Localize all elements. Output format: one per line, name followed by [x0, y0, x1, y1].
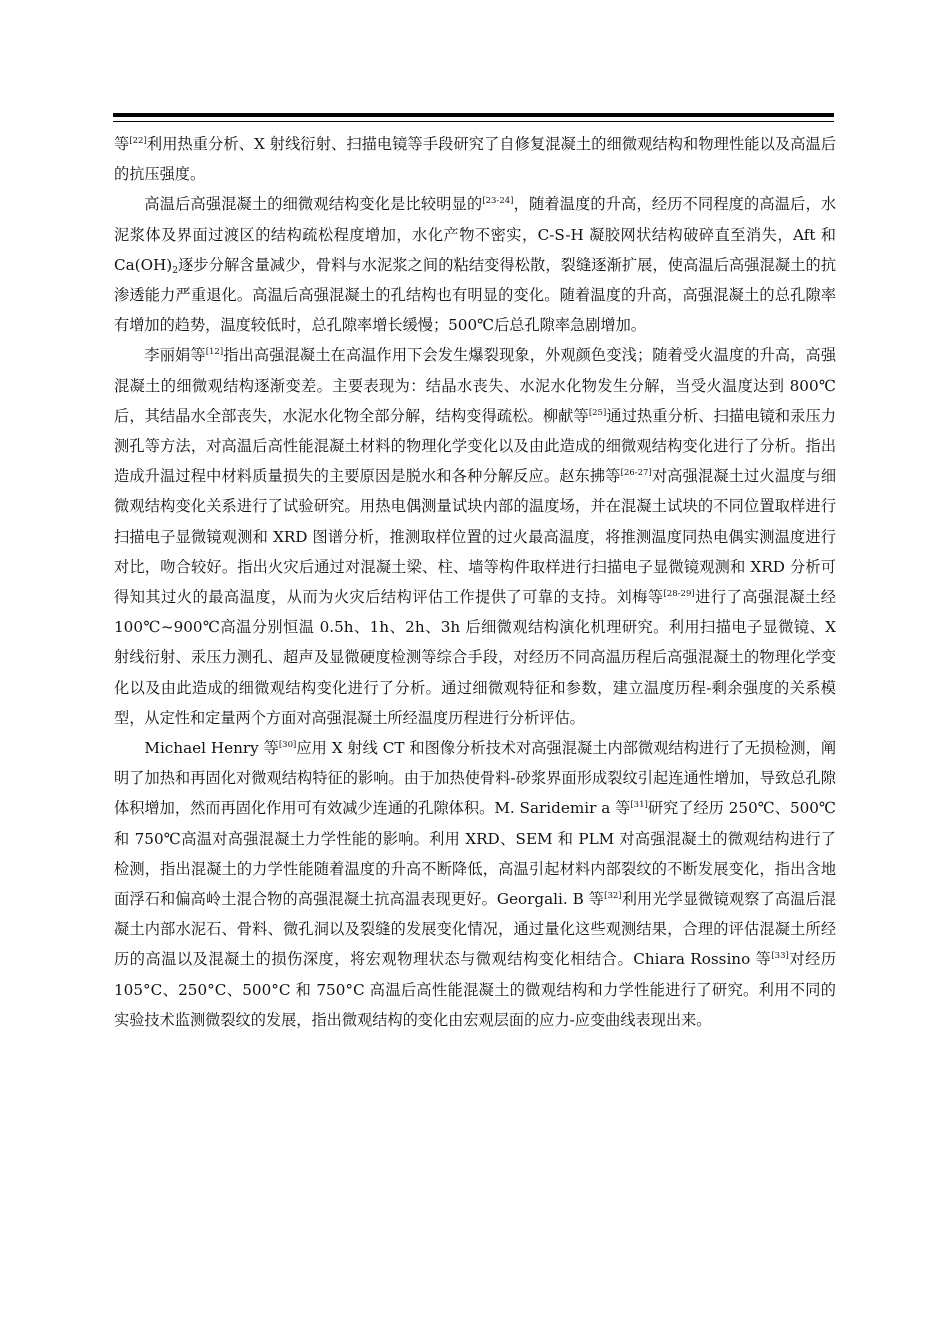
paragraph — [114, 340, 836, 733]
paragraph — [114, 189, 836, 340]
text-run: 通过热重分析、扫描电镜和汞压力测孔等方法，对高温后高性能混凝土材料的物理化学变化以及由此造成的细微观结构变化进行了分析。指出造成升温过程中材料质量损失的主要原因是脱水和各种分解反应。赵东拂等 — [114, 406, 837, 486]
text-run: 利用热重分析、X 射线衍射、扫描电镜等手段研究了自修复混凝土的细微观结构和物理性能以及高温后的抗压强度。 — [114, 135, 837, 184]
citation-ref: [23-24] — [482, 196, 514, 207]
header-rule-thin — [113, 121, 834, 122]
text-run: 进行了高强混凝土经 100℃~900℃高温分别恒温 0.5h、1h、2h、3h 后细微观结构演化机理研究。利用扫描电子显微镜、X 射线衍射、汞压力测孔、超声及显微硬度检测等综合手段，对经历不同高温历程后高强混凝土的物理化学变化以及由此造成的细微观结构变化进行了分析。通过细微观特征和参数，建立温度历程-剩余强度的关系模型，从定性和定量两个方面对高强混凝土所经温度历程进行分析评估。 — [114, 588, 836, 727]
citation-ref: [12] — [205, 347, 224, 358]
text-run: 等 — [114, 135, 130, 153]
text-run: 利用光学显微镜观察了高温后混凝土内部水泥石、骨料、微孔洞以及裂缝的发展变化情况，通过量化这些观测结果，合理的评估混凝土所经历的高温以及混凝土的损伤深度，将宏观物理状态与微观结构变化相结合。Chiara Rossino 等 — [114, 890, 836, 969]
citation-ref: [33] — [771, 951, 789, 962]
header-rule-thick — [113, 113, 834, 117]
text-run: 逐步分解含量减少，骨料与水泥浆之间的粘结变得松散，裂缝逐渐扩展，使高温后高强混凝土的抗渗透能力严重退化。高温后高强混凝土的孔结构也有明显的变化。随着温度的升高，高强混凝土的总孔隙率有增加的趋势，温度较低时，总孔隙率增长缓慢；500℃后总孔隙率急剧增加。 — [114, 255, 836, 335]
text-run: 应用 X 射线 CT 和图像分析技术对高强混凝土内部微观结构进行了无损检测，阐明了加热和再固化对微观结构特征的影响。由于加热使骨料-砂浆界面形成裂纹引起连通性增加，导致总孔隙体积增加，然而再固化作用可有效减少连通的孔隙体积。M. Saridemir a 等 — [114, 739, 837, 818]
text-run: 对经历 105°C、250°C、500°C 和 750°C 高温后高性能混凝土的微观结构和力学性能进行了研究。利用不同的实验技术监测微裂纹的发展，指出微观结构的变化由宏观层面的应力-应变曲线表现出来。 — [114, 950, 837, 1029]
citation-ref: [32] — [604, 891, 622, 902]
body-text — [114, 129, 836, 1035]
citation-ref: [31] — [630, 800, 648, 811]
paragraph — [114, 129, 836, 189]
citation-ref: [25] — [588, 407, 607, 418]
text-run: ，随着温度的升高，经历不同程度的高温后，水泥浆体及界面过渡区的结构疏松程度增加，水化产物不密实，C-S-H 凝胶网状结构破碎直至消失，Aft 和 Ca(OH) — [114, 195, 837, 274]
citation-ref: [30] — [278, 740, 297, 751]
citation-ref: [28-29] — [663, 589, 695, 600]
text-run: 指出高强混凝土在高温作用下会发生爆裂现象，外观颜色变浅；随着受火温度的升高，高强混凝土的细微观结构逐渐变差。主要表现为：结晶水丧失、水泥水化物发生分解，当受火温度达到 800℃后，其结晶水全部丧失，水泥水化物全部分解，结构变得疏松。柳献等 — [114, 346, 837, 425]
text-run: 研究了经历 250℃、500℃和 750℃高温对高强混凝土力学性能的影响。利用 XRD、SEM 和 PLM 对高强混凝土的微观结构进行了检测，指出混凝土的力学性能随着温度的升高不断降低，高温引起材料内部裂纹的不断发展变化，指出含地面浮石和偏高岭土混合物的高强混凝土抗高温表现更好。Georgali. B 等 — [114, 799, 836, 909]
subscript: 2 — [172, 265, 178, 276]
text-run: 李丽娟等 — [144, 346, 206, 365]
paragraph — [114, 733, 836, 1035]
text-run: 对高强混凝土过火温度与细微观结构变化关系进行了试验研究。用热电偶测量试块内部的温度场，并在混凝土试块的不同位置取样进行扫描电子显微镜观测和 XRD 图谱分析，推测取样位置的过火最高温度，将推测温度同热电偶实测温度进行对比，吻合较好。指出火灾后通过对混凝土梁、柱、墙等构件取样进行扫描电子显微镜观测和 XRD 分析可得知其过火的最高温度，从而为火灾后结构评估工作提供了可靠的支持。刘梅等 — [114, 467, 837, 607]
citation-ref: [22] — [129, 136, 147, 146]
text-run: 高温后高强混凝土的细微观结构变化是比较明显的 — [144, 195, 483, 214]
text-run: Michael Henry 等 — [144, 739, 279, 758]
citation-ref: [26-27] — [620, 468, 652, 479]
